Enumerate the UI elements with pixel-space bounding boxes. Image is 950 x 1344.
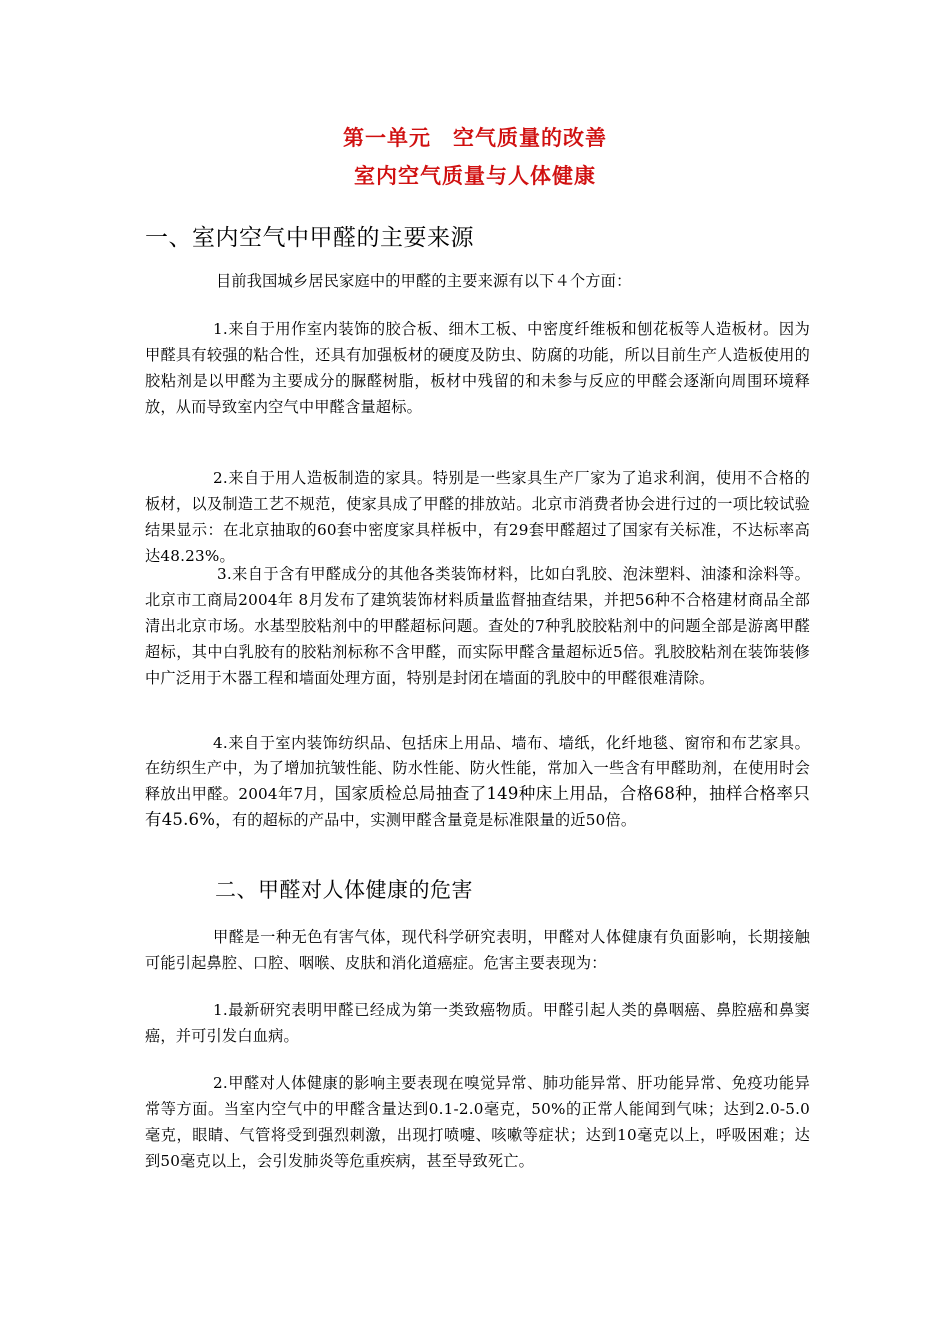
intro-paragraph: 目前我国城乡居民家庭中的甲醛的主要来源有以下４个方面： [216, 272, 632, 290]
source-4-text-b: 国家质检总局抽查了149种床上用品，合格68种，抽样合格率只有45.6%， [145, 784, 810, 829]
harm-intro-paragraph: 甲醛是一种无色有害气体，现代科学研究表明，甲醛对人体健康有负面影响，长期接触可能引起鼻腔、口腔、咽喉、皮肤和消化道癌症。危害主要表现为： [145, 928, 810, 972]
source-1-paragraph: 1.来自于用作室内装饰的胶合板、细木工板、中密度纤维板和刨花板等人造板材。因为甲醛具有较强的粘合性，还具有加强板材的硬度及防虫、防腐的功能，所以目前生产人造板使用的胶粘剂是以甲醛为主要成分的脲醛树脂，板材中残留的和未参与反应的甲醛会逐渐向周围环境释放，从而导致室内空气中甲醛含量超标。 [145, 320, 810, 416]
unit-title: 第一单元 空气质量的改善 [343, 126, 607, 150]
harm-1-paragraph: 1.最新研究表明甲醛已经成为第一类致癌物质。甲醛引起人类的鼻咽癌、鼻腔癌和鼻窦癌，并可引发白血病。 [145, 1001, 810, 1045]
harm-2-paragraph: 2.甲醛对人体健康的影响主要表现在嗅觉异常、肺功能异常、肝功能异常、免疫功能异常等方面。当室内空气中的甲醛含量达到0.1-2.0毫克，50%的正常人能闻到气味；达到2.0-5.0毫克，眼睛、气管将受到强烈刺激，出现打喷嚏、咳嗽等症状；达到10毫克以上，呼吸困难；达到50毫克以上，会引发肺炎等危重疾病，甚至导致死亡。 [145, 1074, 810, 1170]
section1-heading: 一、室内空气中甲醛的主要来源 [145, 225, 474, 251]
source-3-paragraph: 3.来自于含有甲醛成分的其他各类装饰材料，比如白乳胶、泡沫塑料、油漆和涂料等。北京市工商局2004年 8月发布了建筑装饰材料质量监督抽查结果，并把56种不合格建材商品全部清出北京市场。水基型胶粘剂中的甲醛超标问题。查处的7种乳胶胶粘剂中的问题全部是游离甲醛超标，其中白乳胶有的胶粘剂标称不含甲醛，而实际甲醛含量超标近5倍。乳胶胶粘剂在装饰装修中广泛用于木器工程和墙面处理方面，特别是封闭在墙面的乳胶中的甲醛很难清除。 [145, 565, 810, 687]
source-4-text-c: 有的超标的产品中，实测甲醛含量竟是标准限量的近50倍。 [231, 811, 637, 829]
source-4-paragraph [145, 731, 810, 833]
source-4-text-a: 4.来自于室内装饰纺织品、包括床上用品、墙布、墙纸，化纤地毯、窗帘和布艺家具。在纺织生产中，为了增加抗皱性能、防水性能、防火性能，常加入一些含有甲醛助剂，在使用时会释放出甲醛。2004年7月， [145, 734, 810, 803]
section2-heading: 二、甲醛对人体健康的危害 [215, 878, 473, 902]
lesson-title: 室内空气质量与人体健康 [354, 164, 596, 188]
source-2-paragraph: 2.来自于用人造板制造的家具。特别是一些家具生产厂家为了追求利润，使用不合格的板材，以及制造工艺不规范，使家具成了甲醛的排放站。北京市消费者协会进行过的一项比较试验结果显示：在北京抽取的60套中密度家具样板中，有29套甲醛超过了国家有关标准，不达标率高达48.23%。 [145, 469, 810, 565]
